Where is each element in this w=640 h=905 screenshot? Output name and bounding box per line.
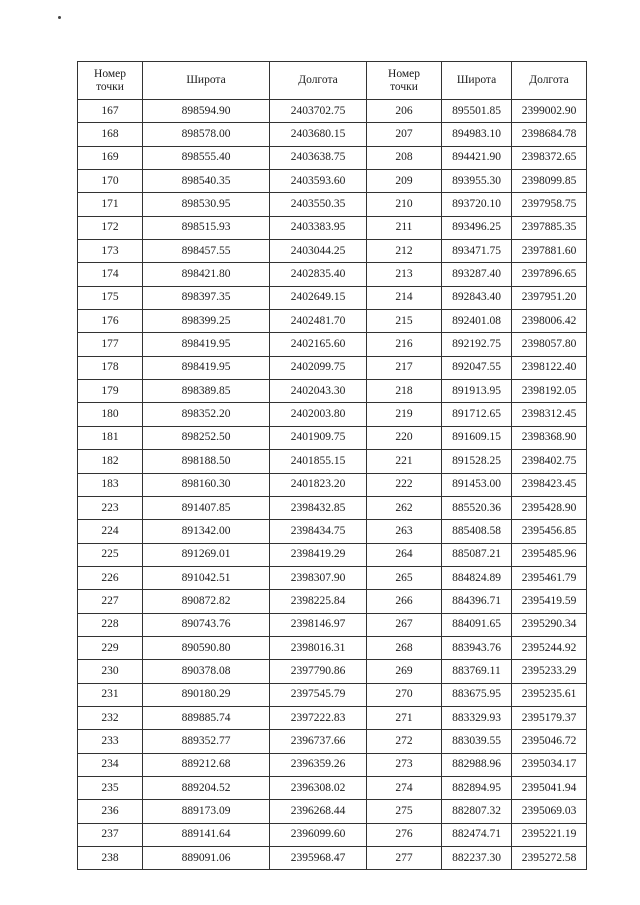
cell-longitude: 2395456.85 (512, 520, 587, 543)
cell-point-number: 216 (367, 333, 442, 356)
cell-latitude: 892843.40 (442, 286, 512, 309)
cell-longitude: 2398402.75 (512, 450, 587, 473)
cell-longitude: 2398307.90 (270, 566, 367, 589)
table-row (78, 706, 587, 729)
cell-latitude: 883769.11 (442, 660, 512, 683)
cell-latitude: 885520.36 (442, 496, 512, 519)
cell-longitude: 2398122.40 (512, 356, 587, 379)
cell-longitude: 2402481.70 (270, 310, 367, 333)
cell-latitude: 898419.95 (143, 356, 270, 379)
cell-longitude: 2399002.90 (512, 100, 587, 123)
cell-latitude: 891528.25 (442, 450, 512, 473)
cell-latitude: 889204.52 (143, 776, 270, 799)
cell-point-number: 167 (78, 100, 143, 123)
cell-latitude: 891712.65 (442, 403, 512, 426)
table-row (78, 100, 587, 123)
table-row (78, 847, 587, 870)
cell-latitude: 898457.55 (143, 240, 270, 263)
cell-longitude: 2402043.30 (270, 380, 367, 403)
cell-latitude: 884091.65 (442, 613, 512, 636)
header-longitude: Долгота (512, 62, 587, 100)
cell-longitude: 2403680.15 (270, 123, 367, 146)
cell-latitude: 889173.09 (143, 800, 270, 823)
cell-point-number: 223 (78, 496, 143, 519)
cell-latitude: 894421.90 (442, 146, 512, 169)
table-row (78, 636, 587, 659)
cell-point-number: 210 (367, 193, 442, 216)
cell-longitude: 2401855.15 (270, 450, 367, 473)
cell-latitude: 898578.00 (143, 123, 270, 146)
cell-latitude: 898594.90 (143, 100, 270, 123)
cell-latitude: 891913.95 (442, 380, 512, 403)
cell-point-number: 212 (367, 240, 442, 263)
cell-latitude: 890743.76 (143, 613, 270, 636)
table-row (78, 613, 587, 636)
cell-longitude: 2402099.75 (270, 356, 367, 379)
cell-point-number: 267 (367, 613, 442, 636)
cell-point-number: 224 (78, 520, 143, 543)
cell-point-number: 182 (78, 450, 143, 473)
cell-latitude: 898540.35 (143, 170, 270, 193)
cell-point-number: 226 (78, 566, 143, 589)
cell-point-number: 235 (78, 776, 143, 799)
cell-longitude: 2397545.79 (270, 683, 367, 706)
cell-latitude: 882474.71 (442, 823, 512, 846)
cell-longitude: 2395046.72 (512, 730, 587, 753)
cell-latitude: 893471.75 (442, 240, 512, 263)
cell-point-number: 237 (78, 823, 143, 846)
cell-longitude: 2396359.26 (270, 753, 367, 776)
cell-point-number: 273 (367, 753, 442, 776)
cell-latitude: 883329.93 (442, 706, 512, 729)
cell-latitude: 892047.55 (442, 356, 512, 379)
table-row (78, 356, 587, 379)
cell-point-number: 238 (78, 847, 143, 870)
table-row (78, 776, 587, 799)
table-row (78, 333, 587, 356)
cell-latitude: 890590.80 (143, 636, 270, 659)
cell-latitude: 882237.30 (442, 847, 512, 870)
cell-longitude: 2395419.59 (512, 590, 587, 613)
cell-point-number: 174 (78, 263, 143, 286)
cell-point-number: 219 (367, 403, 442, 426)
table-row (78, 170, 587, 193)
table-row (78, 660, 587, 683)
cell-longitude: 2398312.45 (512, 403, 587, 426)
cell-point-number: 262 (367, 496, 442, 519)
table-row (78, 123, 587, 146)
cell-longitude: 2395428.90 (512, 496, 587, 519)
cell-longitude: 2397790.86 (270, 660, 367, 683)
cell-point-number: 229 (78, 636, 143, 659)
cell-latitude: 893955.30 (442, 170, 512, 193)
cell-latitude: 891269.01 (143, 543, 270, 566)
cell-latitude: 891609.15 (442, 426, 512, 449)
table-header-row (78, 62, 587, 100)
cell-longitude: 2403702.75 (270, 100, 367, 123)
cell-point-number: 211 (367, 216, 442, 239)
cell-point-number: 213 (367, 263, 442, 286)
cell-longitude: 2398372.65 (512, 146, 587, 169)
cell-latitude: 884396.71 (442, 590, 512, 613)
cell-latitude: 891342.00 (143, 520, 270, 543)
cell-latitude: 898419.95 (143, 333, 270, 356)
cell-latitude: 898555.40 (143, 146, 270, 169)
cell-longitude: 2403044.25 (270, 240, 367, 263)
cell-longitude: 2398684.78 (512, 123, 587, 146)
table-row (78, 496, 587, 519)
cell-point-number: 180 (78, 403, 143, 426)
cell-point-number: 175 (78, 286, 143, 309)
cell-latitude: 882894.95 (442, 776, 512, 799)
cell-latitude: 889212.68 (143, 753, 270, 776)
table-row (78, 240, 587, 263)
cell-point-number: 215 (367, 310, 442, 333)
cell-point-number: 236 (78, 800, 143, 823)
cell-point-number: 209 (367, 170, 442, 193)
table-row (78, 216, 587, 239)
cell-longitude: 2397222.83 (270, 706, 367, 729)
cell-latitude: 889091.06 (143, 847, 270, 870)
cell-latitude: 898389.85 (143, 380, 270, 403)
cell-latitude: 891407.85 (143, 496, 270, 519)
header-latitude: Широта (143, 62, 270, 100)
cell-longitude: 2396308.02 (270, 776, 367, 799)
cell-latitude: 898399.25 (143, 310, 270, 333)
table-row (78, 683, 587, 706)
table-row (78, 450, 587, 473)
cell-longitude: 2398057.80 (512, 333, 587, 356)
cell-point-number: 206 (367, 100, 442, 123)
cell-latitude: 894983.10 (442, 123, 512, 146)
cell-point-number: 181 (78, 426, 143, 449)
cell-point-number: 276 (367, 823, 442, 846)
cell-longitude: 2395461.79 (512, 566, 587, 589)
cell-latitude: 898397.35 (143, 286, 270, 309)
cell-longitude: 2401909.75 (270, 426, 367, 449)
table-row (78, 753, 587, 776)
cell-latitude: 893496.25 (442, 216, 512, 239)
table-row (78, 566, 587, 589)
cell-point-number: 168 (78, 123, 143, 146)
cell-point-number: 208 (367, 146, 442, 169)
cell-longitude: 2396737.66 (270, 730, 367, 753)
coordinates-table (77, 61, 587, 870)
table-row (78, 380, 587, 403)
cell-point-number: 225 (78, 543, 143, 566)
cell-point-number: 170 (78, 170, 143, 193)
scan-speck (58, 16, 61, 19)
cell-latitude: 898252.50 (143, 426, 270, 449)
cell-point-number: 218 (367, 380, 442, 403)
cell-point-number: 263 (367, 520, 442, 543)
cell-longitude: 2402835.40 (270, 263, 367, 286)
cell-longitude: 2403383.95 (270, 216, 367, 239)
cell-point-number: 221 (367, 450, 442, 473)
cell-latitude: 883675.95 (442, 683, 512, 706)
cell-point-number: 233 (78, 730, 143, 753)
cell-latitude: 898530.95 (143, 193, 270, 216)
cell-longitude: 2402165.60 (270, 333, 367, 356)
cell-latitude: 898188.50 (143, 450, 270, 473)
cell-latitude: 882988.96 (442, 753, 512, 776)
cell-point-number: 274 (367, 776, 442, 799)
cell-point-number: 277 (367, 847, 442, 870)
cell-point-number: 222 (367, 473, 442, 496)
cell-longitude: 2398225.84 (270, 590, 367, 613)
cell-latitude: 898352.20 (143, 403, 270, 426)
header-longitude: Долгота (270, 62, 367, 100)
table-row (78, 263, 587, 286)
cell-longitude: 2398368.90 (512, 426, 587, 449)
cell-longitude: 2395069.03 (512, 800, 587, 823)
cell-latitude: 889141.64 (143, 823, 270, 846)
cell-latitude: 893287.40 (442, 263, 512, 286)
cell-longitude: 2398099.85 (512, 170, 587, 193)
cell-point-number: 231 (78, 683, 143, 706)
cell-longitude: 2398146.97 (270, 613, 367, 636)
header-point-number: Номер точки (78, 62, 143, 100)
cell-point-number: 272 (367, 730, 442, 753)
table-row (78, 310, 587, 333)
cell-longitude: 2403638.75 (270, 146, 367, 169)
cell-longitude: 2395034.17 (512, 753, 587, 776)
cell-point-number: 172 (78, 216, 143, 239)
cell-longitude: 2398434.75 (270, 520, 367, 543)
cell-point-number: 264 (367, 543, 442, 566)
cell-point-number: 173 (78, 240, 143, 263)
cell-longitude: 2397885.35 (512, 216, 587, 239)
cell-longitude: 2396268.44 (270, 800, 367, 823)
cell-point-number: 228 (78, 613, 143, 636)
cell-point-number: 183 (78, 473, 143, 496)
cell-longitude: 2402003.80 (270, 403, 367, 426)
cell-latitude: 892401.08 (442, 310, 512, 333)
cell-latitude: 898515.93 (143, 216, 270, 239)
cell-point-number: 266 (367, 590, 442, 613)
cell-longitude: 2395244.92 (512, 636, 587, 659)
cell-latitude: 898160.30 (143, 473, 270, 496)
cell-point-number: 265 (367, 566, 442, 589)
cell-longitude: 2398016.31 (270, 636, 367, 659)
cell-point-number: 171 (78, 193, 143, 216)
table-row (78, 193, 587, 216)
cell-point-number: 270 (367, 683, 442, 706)
cell-longitude: 2395041.94 (512, 776, 587, 799)
table-row (78, 473, 587, 496)
cell-longitude: 2395235.61 (512, 683, 587, 706)
table-row (78, 520, 587, 543)
table-row (78, 146, 587, 169)
cell-point-number: 232 (78, 706, 143, 729)
cell-longitude: 2395272.58 (512, 847, 587, 870)
table-row (78, 590, 587, 613)
cell-longitude: 2398419.29 (270, 543, 367, 566)
cell-point-number: 271 (367, 706, 442, 729)
cell-point-number: 268 (367, 636, 442, 659)
table-row (78, 426, 587, 449)
table-row (78, 823, 587, 846)
cell-longitude: 2397958.75 (512, 193, 587, 216)
cell-longitude: 2396099.60 (270, 823, 367, 846)
cell-longitude: 2401823.20 (270, 473, 367, 496)
cell-point-number: 169 (78, 146, 143, 169)
header-point-number: Номер точки (367, 62, 442, 100)
cell-longitude: 2398192.05 (512, 380, 587, 403)
cell-longitude: 2395485.96 (512, 543, 587, 566)
cell-latitude: 890872.82 (143, 590, 270, 613)
cell-latitude: 885087.21 (442, 543, 512, 566)
cell-point-number: 217 (367, 356, 442, 379)
cell-longitude: 2395290.34 (512, 613, 587, 636)
cell-point-number: 214 (367, 286, 442, 309)
cell-latitude: 890378.08 (143, 660, 270, 683)
table-row (78, 543, 587, 566)
cell-longitude: 2403550.35 (270, 193, 367, 216)
cell-point-number: 178 (78, 356, 143, 379)
cell-longitude: 2398423.45 (512, 473, 587, 496)
cell-latitude: 885408.58 (442, 520, 512, 543)
cell-longitude: 2397896.65 (512, 263, 587, 286)
table-row (78, 730, 587, 753)
table-row (78, 286, 587, 309)
cell-point-number: 227 (78, 590, 143, 613)
cell-longitude: 2398006.42 (512, 310, 587, 333)
cell-latitude: 891042.51 (143, 566, 270, 589)
cell-point-number: 177 (78, 333, 143, 356)
cell-latitude: 883039.55 (442, 730, 512, 753)
cell-longitude: 2397881.60 (512, 240, 587, 263)
cell-longitude: 2402649.15 (270, 286, 367, 309)
table-body (78, 100, 587, 870)
cell-longitude: 2395968.47 (270, 847, 367, 870)
cell-latitude: 889885.74 (143, 706, 270, 729)
cell-point-number: 207 (367, 123, 442, 146)
cell-point-number: 275 (367, 800, 442, 823)
cell-longitude: 2403593.60 (270, 170, 367, 193)
cell-longitude: 2395221.19 (512, 823, 587, 846)
cell-latitude: 895501.85 (442, 100, 512, 123)
cell-point-number: 234 (78, 753, 143, 776)
cell-latitude: 890180.29 (143, 683, 270, 706)
cell-latitude: 883943.76 (442, 636, 512, 659)
cell-point-number: 179 (78, 380, 143, 403)
cell-point-number: 269 (367, 660, 442, 683)
cell-latitude: 891453.00 (442, 473, 512, 496)
table-row (78, 403, 587, 426)
cell-longitude: 2395233.29 (512, 660, 587, 683)
cell-point-number: 230 (78, 660, 143, 683)
cell-latitude: 893720.10 (442, 193, 512, 216)
cell-latitude: 884824.89 (442, 566, 512, 589)
cell-longitude: 2398432.85 (270, 496, 367, 519)
cell-point-number: 220 (367, 426, 442, 449)
cell-longitude: 2395179.37 (512, 706, 587, 729)
header-latitude: Широта (442, 62, 512, 100)
cell-latitude: 882807.32 (442, 800, 512, 823)
cell-latitude: 892192.75 (442, 333, 512, 356)
cell-latitude: 898421.80 (143, 263, 270, 286)
cell-latitude: 889352.77 (143, 730, 270, 753)
cell-point-number: 176 (78, 310, 143, 333)
table-row (78, 800, 587, 823)
cell-longitude: 2397951.20 (512, 286, 587, 309)
